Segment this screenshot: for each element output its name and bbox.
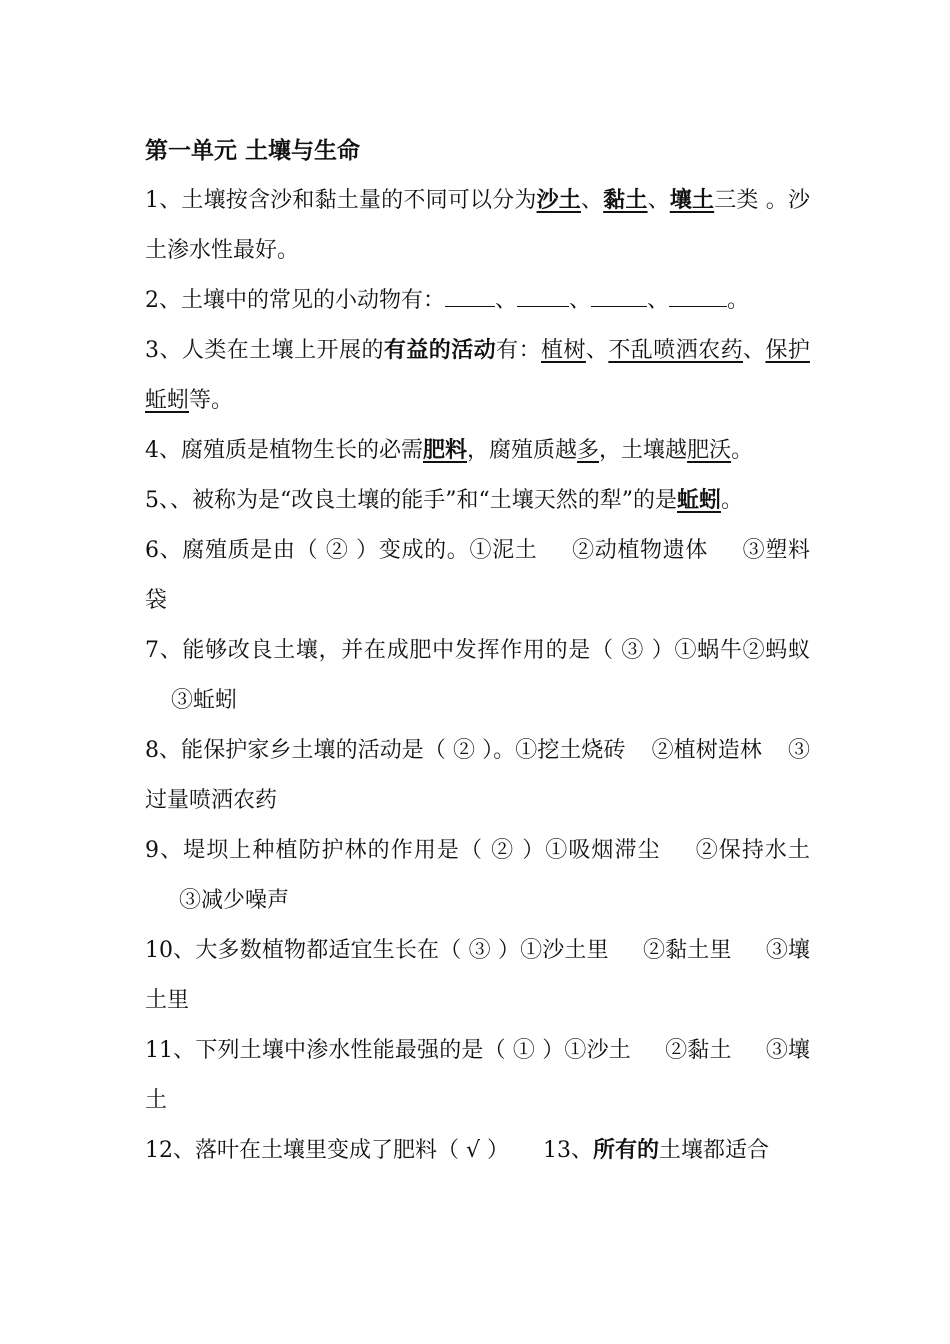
question-8 <box>145 726 810 826</box>
q1-answer-1: 沙土 <box>536 188 581 213</box>
q9-option-2: ②保持水土 <box>694 838 810 863</box>
q7-option-3: ③蚯蚓 <box>171 688 238 713</box>
q2-blank-2 <box>517 286 569 307</box>
q5-prefix: 5、、被称为是“改良土壤的能手”和“土壤天然的犁”的是 <box>145 488 677 513</box>
q7-text: 7、能够改良土壤，并在成肥中发挥作用的是（ ③ ）①蜗牛②蚂蚁 <box>145 638 810 663</box>
q3-answer-2: 不乱喷洒农药 <box>608 338 744 363</box>
q4-mid-2: ，土壤越 <box>599 438 688 463</box>
q1-prefix: 1、土壤按含沙和黏土量的不同可以分为 <box>145 188 537 213</box>
q4-answer-3: 肥沃 <box>687 438 732 463</box>
question-3 <box>145 326 810 426</box>
q2-sep-3: 、 <box>647 288 670 313</box>
q2-blank-3 <box>591 286 647 307</box>
q2-prefix: 2、土壤中的常见的小动物有： <box>145 288 445 313</box>
q4-mid: ，腐殖质越 <box>467 438 578 463</box>
q5-answer: 蚯蚓 <box>677 488 722 513</box>
q1-suffix: 三类 。沙土渗水性最好。 <box>145 188 810 263</box>
q8-option-2: ②植树造林 <box>651 738 762 763</box>
q3-answer-1: 植树 <box>541 338 586 363</box>
q1-sep-1: 、 <box>580 188 604 213</box>
question-12-13 <box>145 1126 810 1176</box>
q5-suffix: 。 <box>721 488 744 513</box>
question-11 <box>145 1026 810 1126</box>
q4-prefix: 4、腐殖质是植物生长的必需 <box>145 438 423 463</box>
question-9 <box>145 826 810 926</box>
question-5 <box>145 476 810 526</box>
question-6 <box>145 526 810 626</box>
q10-option-2: ②黏土里 <box>642 938 732 963</box>
q13-suffix: 土壤都适合 <box>659 1138 770 1163</box>
q8-option-3: ③过量喷洒农药 <box>145 738 810 813</box>
q3-mid: 有： <box>496 338 542 363</box>
unit-title: 第一单元 土壤与生命 <box>145 138 361 164</box>
question-7 <box>145 626 810 726</box>
q8-text: 8、能保护家乡土壤的活动是（ ② ）。①挖土烧砖 <box>145 738 626 763</box>
q3-sep-2: 、 <box>743 338 766 363</box>
q6-option-3: ③塑料袋 <box>145 538 810 613</box>
q3-answer-3: 保护蚯蚓 <box>145 338 810 413</box>
q11-option-2: ②黏土 <box>664 1038 732 1063</box>
q2-end: 。 <box>727 288 750 313</box>
q1-answer-2: 黏土 <box>603 188 648 213</box>
q6-text: 6、腐殖质是由（ ② ）变成的。①泥土 <box>145 538 538 563</box>
q1-sep-2: 、 <box>647 188 670 213</box>
q10-option-3: ③壤土里 <box>145 938 810 1013</box>
question-1 <box>145 176 810 276</box>
q3-sep-1: 、 <box>585 338 609 363</box>
q11-option-3: ③壤土 <box>145 1038 810 1113</box>
q6-option-2: ②动植物遗体 <box>571 538 709 563</box>
question-4 <box>145 426 810 476</box>
q11-text: 11、下列土壤中渗水性能最强的是（ ① ）①沙土 <box>145 1038 631 1063</box>
q9-option-3: ③减少噪声 <box>179 888 290 913</box>
q4-suffix: 。 <box>731 438 754 463</box>
q3-bold: 有益的活动 <box>383 338 497 363</box>
q4-answer-2: 多 <box>577 438 600 463</box>
document-page <box>145 126 810 1176</box>
q3-suffix: 等。 <box>189 388 234 413</box>
q2-blank-1 <box>445 286 495 307</box>
q2-sep-2: 、 <box>569 288 592 313</box>
question-10 <box>145 926 810 1026</box>
q13-bold: 所有的 <box>593 1138 660 1163</box>
q10-text: 10、大多数植物都适宜生长在（ ③ ）①沙土里 <box>145 938 609 963</box>
q4-answer-1: 肥料 <box>423 438 468 463</box>
q2-blank-4 <box>669 286 727 307</box>
q2-sep-1: 、 <box>495 288 518 313</box>
q13-prefix: 13、 <box>543 1138 594 1163</box>
q12-text: 12、落叶在土壤里变成了肥料（ √ ） <box>145 1138 510 1163</box>
q9-text: 9、堤坝上种植防护林的作用是（ ② ）①吸烟滞尘 <box>145 838 661 863</box>
question-2 <box>145 276 810 326</box>
q1-answer-3: 壤土 <box>669 188 715 213</box>
q3-prefix: 3、人类在土壤上开展的 <box>145 338 384 363</box>
